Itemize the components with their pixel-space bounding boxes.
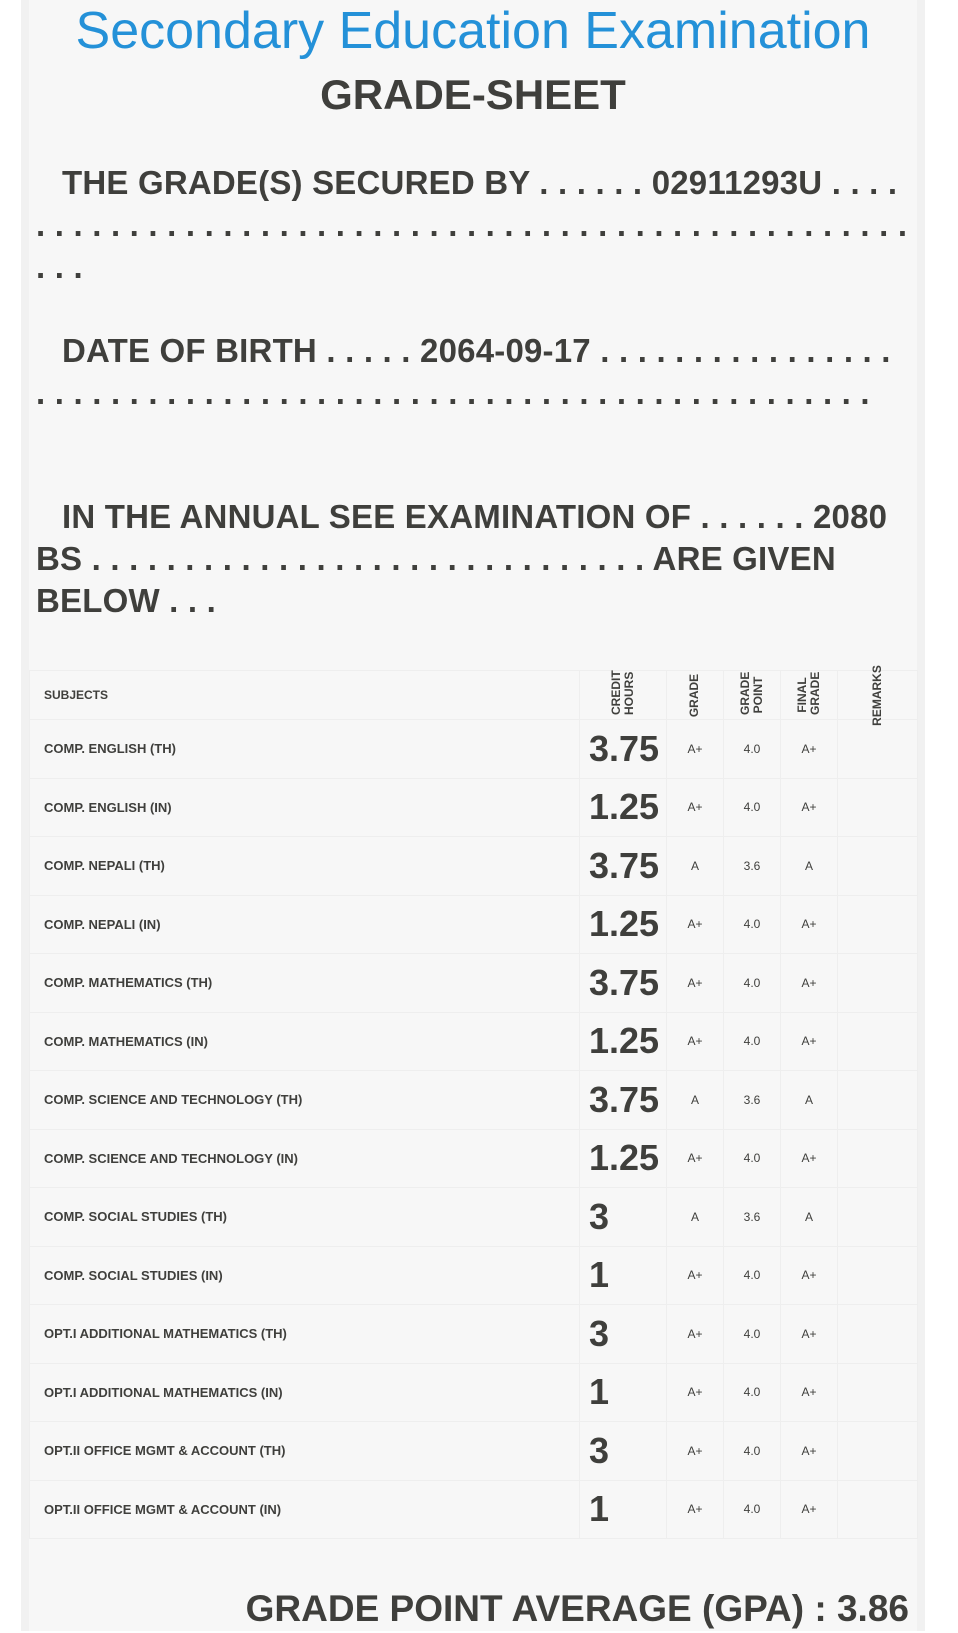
dot-leader: . . . . . . . . . . . . . . . . . . . . . . . . . . . . . . . . . . . . . . . . . . . . . . . . . . . . . . . . . . . . . bbox=[36, 332, 891, 411]
subject-cell: COMP. ENGLISH (IN) bbox=[30, 778, 580, 837]
final-grade-cell: A+ bbox=[781, 1363, 838, 1422]
remarks-cell bbox=[838, 1363, 918, 1422]
remarks-cell bbox=[838, 1071, 918, 1130]
final-grade-cell: A bbox=[781, 837, 838, 896]
dob-label: DATE OF BIRTH bbox=[62, 332, 317, 369]
subject-cell: OPT.II OFFICE MGMT & ACCOUNT (TH) bbox=[30, 1422, 580, 1481]
grade-cell: A+ bbox=[667, 778, 724, 837]
final-grade-header bbox=[781, 671, 838, 720]
date-of-birth: 2064-09-17 bbox=[420, 332, 591, 369]
grade-cell: A+ bbox=[667, 954, 724, 1013]
secured-by-label: THE GRADE(S) SECURED BY bbox=[62, 164, 530, 201]
table-row bbox=[30, 895, 918, 954]
table-row bbox=[30, 1129, 918, 1188]
subject-cell: COMP. SOCIAL STUDIES (TH) bbox=[30, 1188, 580, 1247]
grade-point-cell: 4.0 bbox=[724, 1246, 781, 1305]
credit-hours-cell: 3 bbox=[580, 1305, 667, 1364]
grade-point-cell: 4.0 bbox=[724, 954, 781, 1013]
table-row bbox=[30, 954, 918, 1013]
final-grade-cell: A+ bbox=[781, 895, 838, 954]
dot-leader: . . . . . . bbox=[539, 164, 643, 201]
final-grade-cell: A+ bbox=[781, 720, 838, 779]
remarks-header-text: REMARKS bbox=[869, 665, 884, 726]
grade-cell: A+ bbox=[667, 1422, 724, 1481]
grade-cell: A+ bbox=[667, 1129, 724, 1188]
grade-point-cell: 3.6 bbox=[724, 1188, 781, 1247]
grade-point-cell: 4.0 bbox=[724, 1012, 781, 1071]
subject-cell: COMP. MATHEMATICS (TH) bbox=[30, 954, 580, 1013]
grade-point-cell: 4.0 bbox=[724, 1363, 781, 1422]
credit-hours-cell: 1.25 bbox=[580, 1012, 667, 1071]
table-row bbox=[30, 720, 918, 779]
credit-hours-cell: 1.25 bbox=[580, 1129, 667, 1188]
dot-leader: . . . . . . . . . . . . . . . . . . . . . . . . . . . . . . . . . . . . . . . . . . . . . . . . . . . . . . bbox=[36, 164, 908, 285]
remarks-cell bbox=[838, 1480, 918, 1539]
exam-label: IN THE ANNUAL SEE EXAMINATION OF bbox=[62, 498, 692, 535]
remarks-cell bbox=[838, 1188, 918, 1247]
subject-cell: COMP. SCIENCE AND TECHNOLOGY (TH) bbox=[30, 1071, 580, 1130]
given-below-text: ARE GIVEN BELOW . . . bbox=[36, 540, 836, 619]
subject-cell: OPT.I ADDITIONAL MATHEMATICS (IN) bbox=[30, 1363, 580, 1422]
dot-leader: . . . . . bbox=[326, 332, 411, 369]
grade-cell: A+ bbox=[667, 895, 724, 954]
grade-cell: A+ bbox=[667, 1246, 724, 1305]
credit-hours-cell: 3.75 bbox=[580, 1071, 667, 1130]
subject-cell: COMP. NEPALI (TH) bbox=[30, 837, 580, 896]
subject-cell: COMP. SOCIAL STUDIES (IN) bbox=[30, 1246, 580, 1305]
grade-point-header-text: GRADE POINT bbox=[738, 671, 765, 715]
remarks-cell bbox=[838, 954, 918, 1013]
dot-leader: . . . . . . . . . . . . . . . . . . . . . . . . . . . . . . bbox=[91, 540, 645, 577]
grade-point-cell: 3.6 bbox=[724, 837, 781, 896]
grades-table bbox=[29, 665, 918, 1539]
final-grade-cell: A+ bbox=[781, 954, 838, 1013]
subject-cell: OPT.I ADDITIONAL MATHEMATICS (TH) bbox=[30, 1305, 580, 1364]
subject-cell: OPT.II OFFICE MGMT & ACCOUNT (IN) bbox=[30, 1480, 580, 1539]
final-grade-cell: A+ bbox=[781, 1480, 838, 1539]
exam-title: Secondary Education Examination bbox=[75, 2, 871, 60]
table-row bbox=[30, 1246, 918, 1305]
table-row bbox=[30, 1422, 918, 1481]
final-grade-cell: A+ bbox=[781, 778, 838, 837]
credit-hours-cell: 1.25 bbox=[580, 895, 667, 954]
grade-header-text: GRADE bbox=[687, 673, 702, 718]
table-row bbox=[30, 1305, 918, 1364]
credit-hours-header bbox=[580, 671, 667, 720]
credit-hours-cell: 3 bbox=[580, 1422, 667, 1481]
grade-cell: A bbox=[667, 1188, 724, 1247]
final-grade-cell: A+ bbox=[781, 1012, 838, 1071]
grade-point-cell: 4.0 bbox=[724, 895, 781, 954]
grade-point-cell: 4.0 bbox=[724, 1305, 781, 1364]
table-header-row bbox=[30, 671, 918, 720]
subject-cell: COMP. SCIENCE AND TECHNOLOGY (IN) bbox=[30, 1129, 580, 1188]
final-grade-cell: A+ bbox=[781, 1305, 838, 1364]
credit-hours-cell: 1 bbox=[580, 1246, 667, 1305]
grade-point-cell: 4.0 bbox=[724, 1422, 781, 1481]
grade-point-cell: 4.0 bbox=[724, 1480, 781, 1539]
grade-point-cell: 4.0 bbox=[724, 720, 781, 779]
grade-cell: A bbox=[667, 1071, 724, 1130]
table-row bbox=[30, 1363, 918, 1422]
table-row bbox=[30, 1188, 918, 1247]
credit-hours-cell: 1.25 bbox=[580, 778, 667, 837]
gpa-summary bbox=[246, 1585, 909, 1633]
grade-cell: A+ bbox=[667, 1012, 724, 1071]
subject-cell: COMP. ENGLISH (TH) bbox=[30, 720, 580, 779]
grade-cell: A+ bbox=[667, 1305, 724, 1364]
grade-header bbox=[667, 671, 724, 720]
table-row bbox=[30, 778, 918, 837]
subject-cell: COMP. NEPALI (IN) bbox=[30, 895, 580, 954]
gpa-value: 3.86 bbox=[836, 1588, 909, 1629]
remarks-header bbox=[838, 665, 918, 726]
grade-sheet bbox=[21, 0, 925, 1631]
grade-cell: A+ bbox=[667, 720, 724, 779]
remarks-cell bbox=[838, 778, 918, 837]
grade-cell: A+ bbox=[667, 1480, 724, 1539]
remarks-cell bbox=[838, 1305, 918, 1364]
table-row bbox=[30, 1480, 918, 1539]
grade-cell: A+ bbox=[667, 1363, 724, 1422]
grade-point-cell: 4.0 bbox=[724, 1129, 781, 1188]
credit-hours-cell: 1 bbox=[580, 1480, 667, 1539]
credit-hours-cell: 3.75 bbox=[580, 720, 667, 779]
grade-point-header bbox=[724, 671, 781, 720]
final-grade-cell: A+ bbox=[781, 1246, 838, 1305]
final-grade-header-text: FINAL GRADE bbox=[795, 671, 822, 715]
remarks-cell bbox=[838, 1129, 918, 1188]
remarks-cell bbox=[838, 837, 918, 896]
symbol-number: 02911293U bbox=[651, 164, 823, 201]
dob-paragraph bbox=[36, 330, 909, 414]
secured-by-paragraph bbox=[36, 162, 909, 288]
gpa-label: GRADE POINT AVERAGE (GPA) : bbox=[245, 1588, 827, 1629]
grade-point-cell: 4.0 bbox=[724, 778, 781, 837]
table-row bbox=[30, 1071, 918, 1130]
grade-point-cell: 3.6 bbox=[724, 1071, 781, 1130]
dot-leader: . . . . . . bbox=[700, 498, 804, 535]
credit-hours-cell: 3 bbox=[580, 1188, 667, 1247]
remarks-cell bbox=[838, 1012, 918, 1071]
grade-sheet-heading: GRADE-SHEET bbox=[320, 71, 626, 118]
credit-hours-cell: 3.75 bbox=[580, 954, 667, 1013]
final-grade-cell: A+ bbox=[781, 1129, 838, 1188]
credit-hours-cell: 1 bbox=[580, 1363, 667, 1422]
grades-table-body bbox=[30, 720, 918, 1539]
table-row bbox=[30, 1012, 918, 1071]
remarks-cell bbox=[838, 720, 918, 779]
final-grade-cell: A+ bbox=[781, 1422, 838, 1481]
grade-cell: A bbox=[667, 837, 724, 896]
exam-paragraph bbox=[36, 496, 909, 622]
credit-hours-cell: 3.75 bbox=[580, 837, 667, 896]
remarks-cell bbox=[838, 1246, 918, 1305]
final-grade-cell: A bbox=[781, 1188, 838, 1247]
credit-hours-header-text: CREDIT HOURS bbox=[609, 670, 636, 715]
exam-year: 2080 BS bbox=[36, 498, 888, 577]
final-grade-cell: A bbox=[781, 1071, 838, 1130]
remarks-cell bbox=[838, 1422, 918, 1481]
subjects-header: SUBJECTS bbox=[30, 671, 580, 720]
remarks-cell bbox=[838, 895, 918, 954]
subject-cell: COMP. MATHEMATICS (IN) bbox=[30, 1012, 580, 1071]
table-row bbox=[30, 837, 918, 896]
